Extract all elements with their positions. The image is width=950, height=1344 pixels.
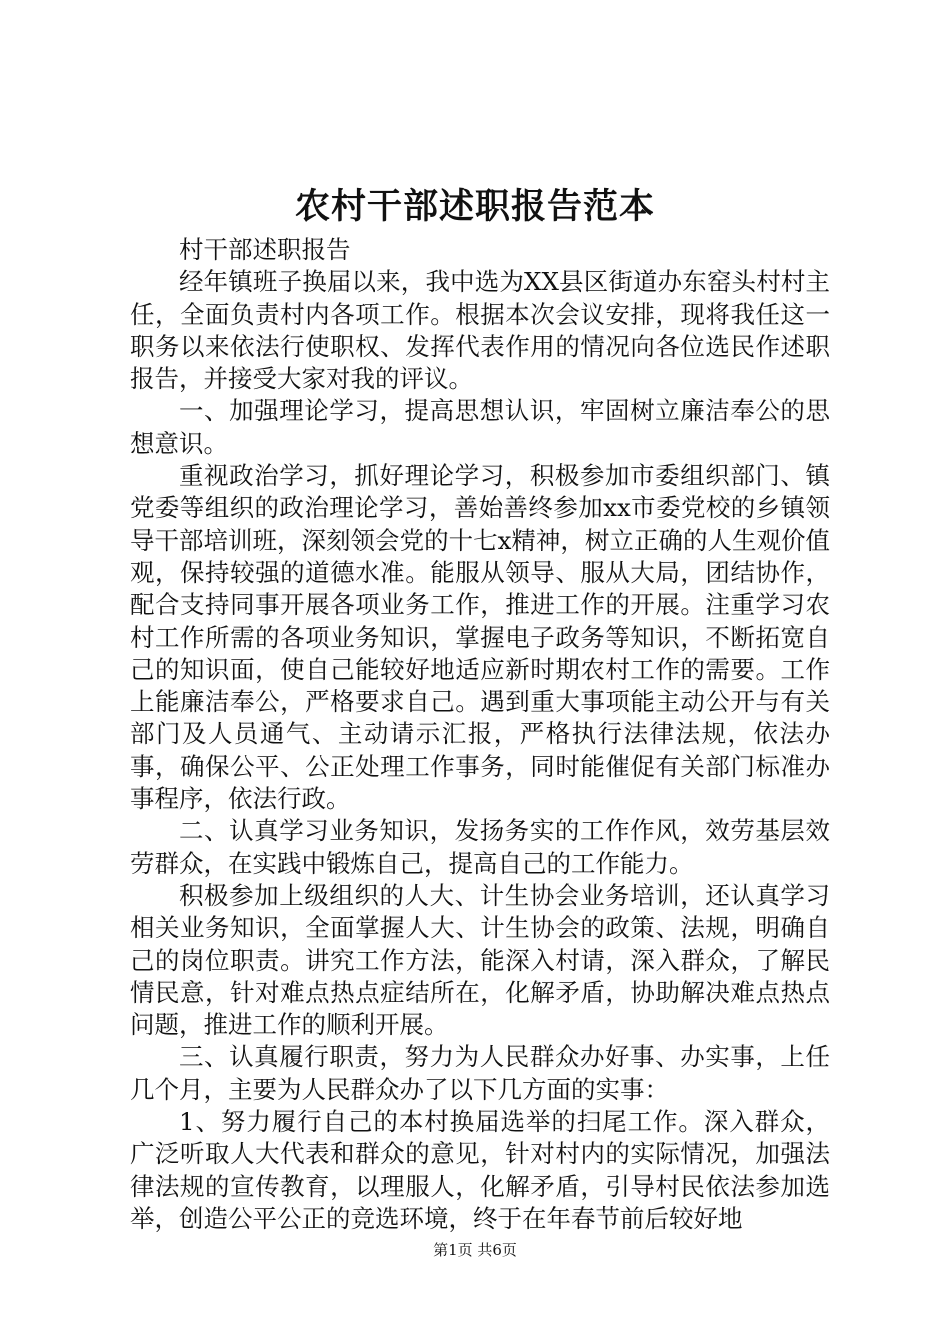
paragraph-section-two-heading: 二、认真学习业务知识，发扬务实的工作作风，效劳基层效劳群众，在实践中锻炼自己，提高自己的工作能力。 bbox=[130, 816, 830, 878]
document-body bbox=[130, 234, 830, 1235]
paragraph-item-one: 1、努力履行自己的本村换届选举的扫尾工作。深入群众，广泛听取人大代表和群众的意见，针对村内的实际情况，加强法律法规的宣传教育，以理服人，化解矛盾，引导村民依法参加选举，创造公平公正的竞选环境，终于在年春节前后较好地 bbox=[130, 1107, 830, 1233]
paragraph-section-three-heading: 三、认真履行职责，努力为人民群众办好事、办实事，上任几个月，主要为人民群众办了以下几方面的实事： bbox=[130, 1042, 830, 1104]
paragraph-introduction: 经年镇班子换届以来，我中选为XX县区街道办东窑头村村主任，全面负责村内各项工作。根据本次会议安排，现将我任这一职务以来依法行使职权、发挥代表作用的情况向各位选民作述职报告，并接受大家对我的评议。 bbox=[130, 267, 830, 394]
paragraph-section-two-body: 积极参加上级组织的人大、计生协会业务培训，还认真学习相关业务知识，全面掌握人大、计生协会的政策、法规，明确自己的岗位职责。讲究工作方法，能深入村请，深入群众，了解民情民意，针对难点热点症结所在，化解矛盾，协助解决难点热点问题，推进工作的顺利开展。 bbox=[130, 880, 830, 1040]
paragraph-section-one-body: 重视政治学习，抓好理论学习，积极参加市委组织部门、镇党委等组织的政治理论学习，善始善终参加xx市委党校的乡镇领导干部培训班，深刻领会党的十七x精神，树立正确的人生观价值观，保持较强的道德水准。能服从领导、服从大局，团结协作，配合支持同事开展各项业务工作，推进工作的开展。注重学习农村工作所需的各项业务知识，掌握电子政务等知识，不断拓宽自己的知识面，使自己能较好地适应新时期农村工作的需要。工作上能廉洁奉公，严格要求自己。遇到重大事项能主动公开与有关部门及人员通气、主动请示汇报，严格执行法律法规，依法办事，确保公平、公正处理工作事务，同时能催促有关部门标准办事程序，依法行政。 bbox=[130, 461, 830, 814]
paragraph-report-heading: 村干部述职报告 bbox=[179, 235, 351, 264]
page-footer: 第1页 共6页 bbox=[433, 1241, 517, 1259]
paragraph-section-one-heading: 一、加强理论学习，提高思想认识，牢固树立廉洁奉公的思想意识。 bbox=[130, 396, 830, 458]
document-title: 农村干部述职报告范本 bbox=[294, 186, 655, 227]
